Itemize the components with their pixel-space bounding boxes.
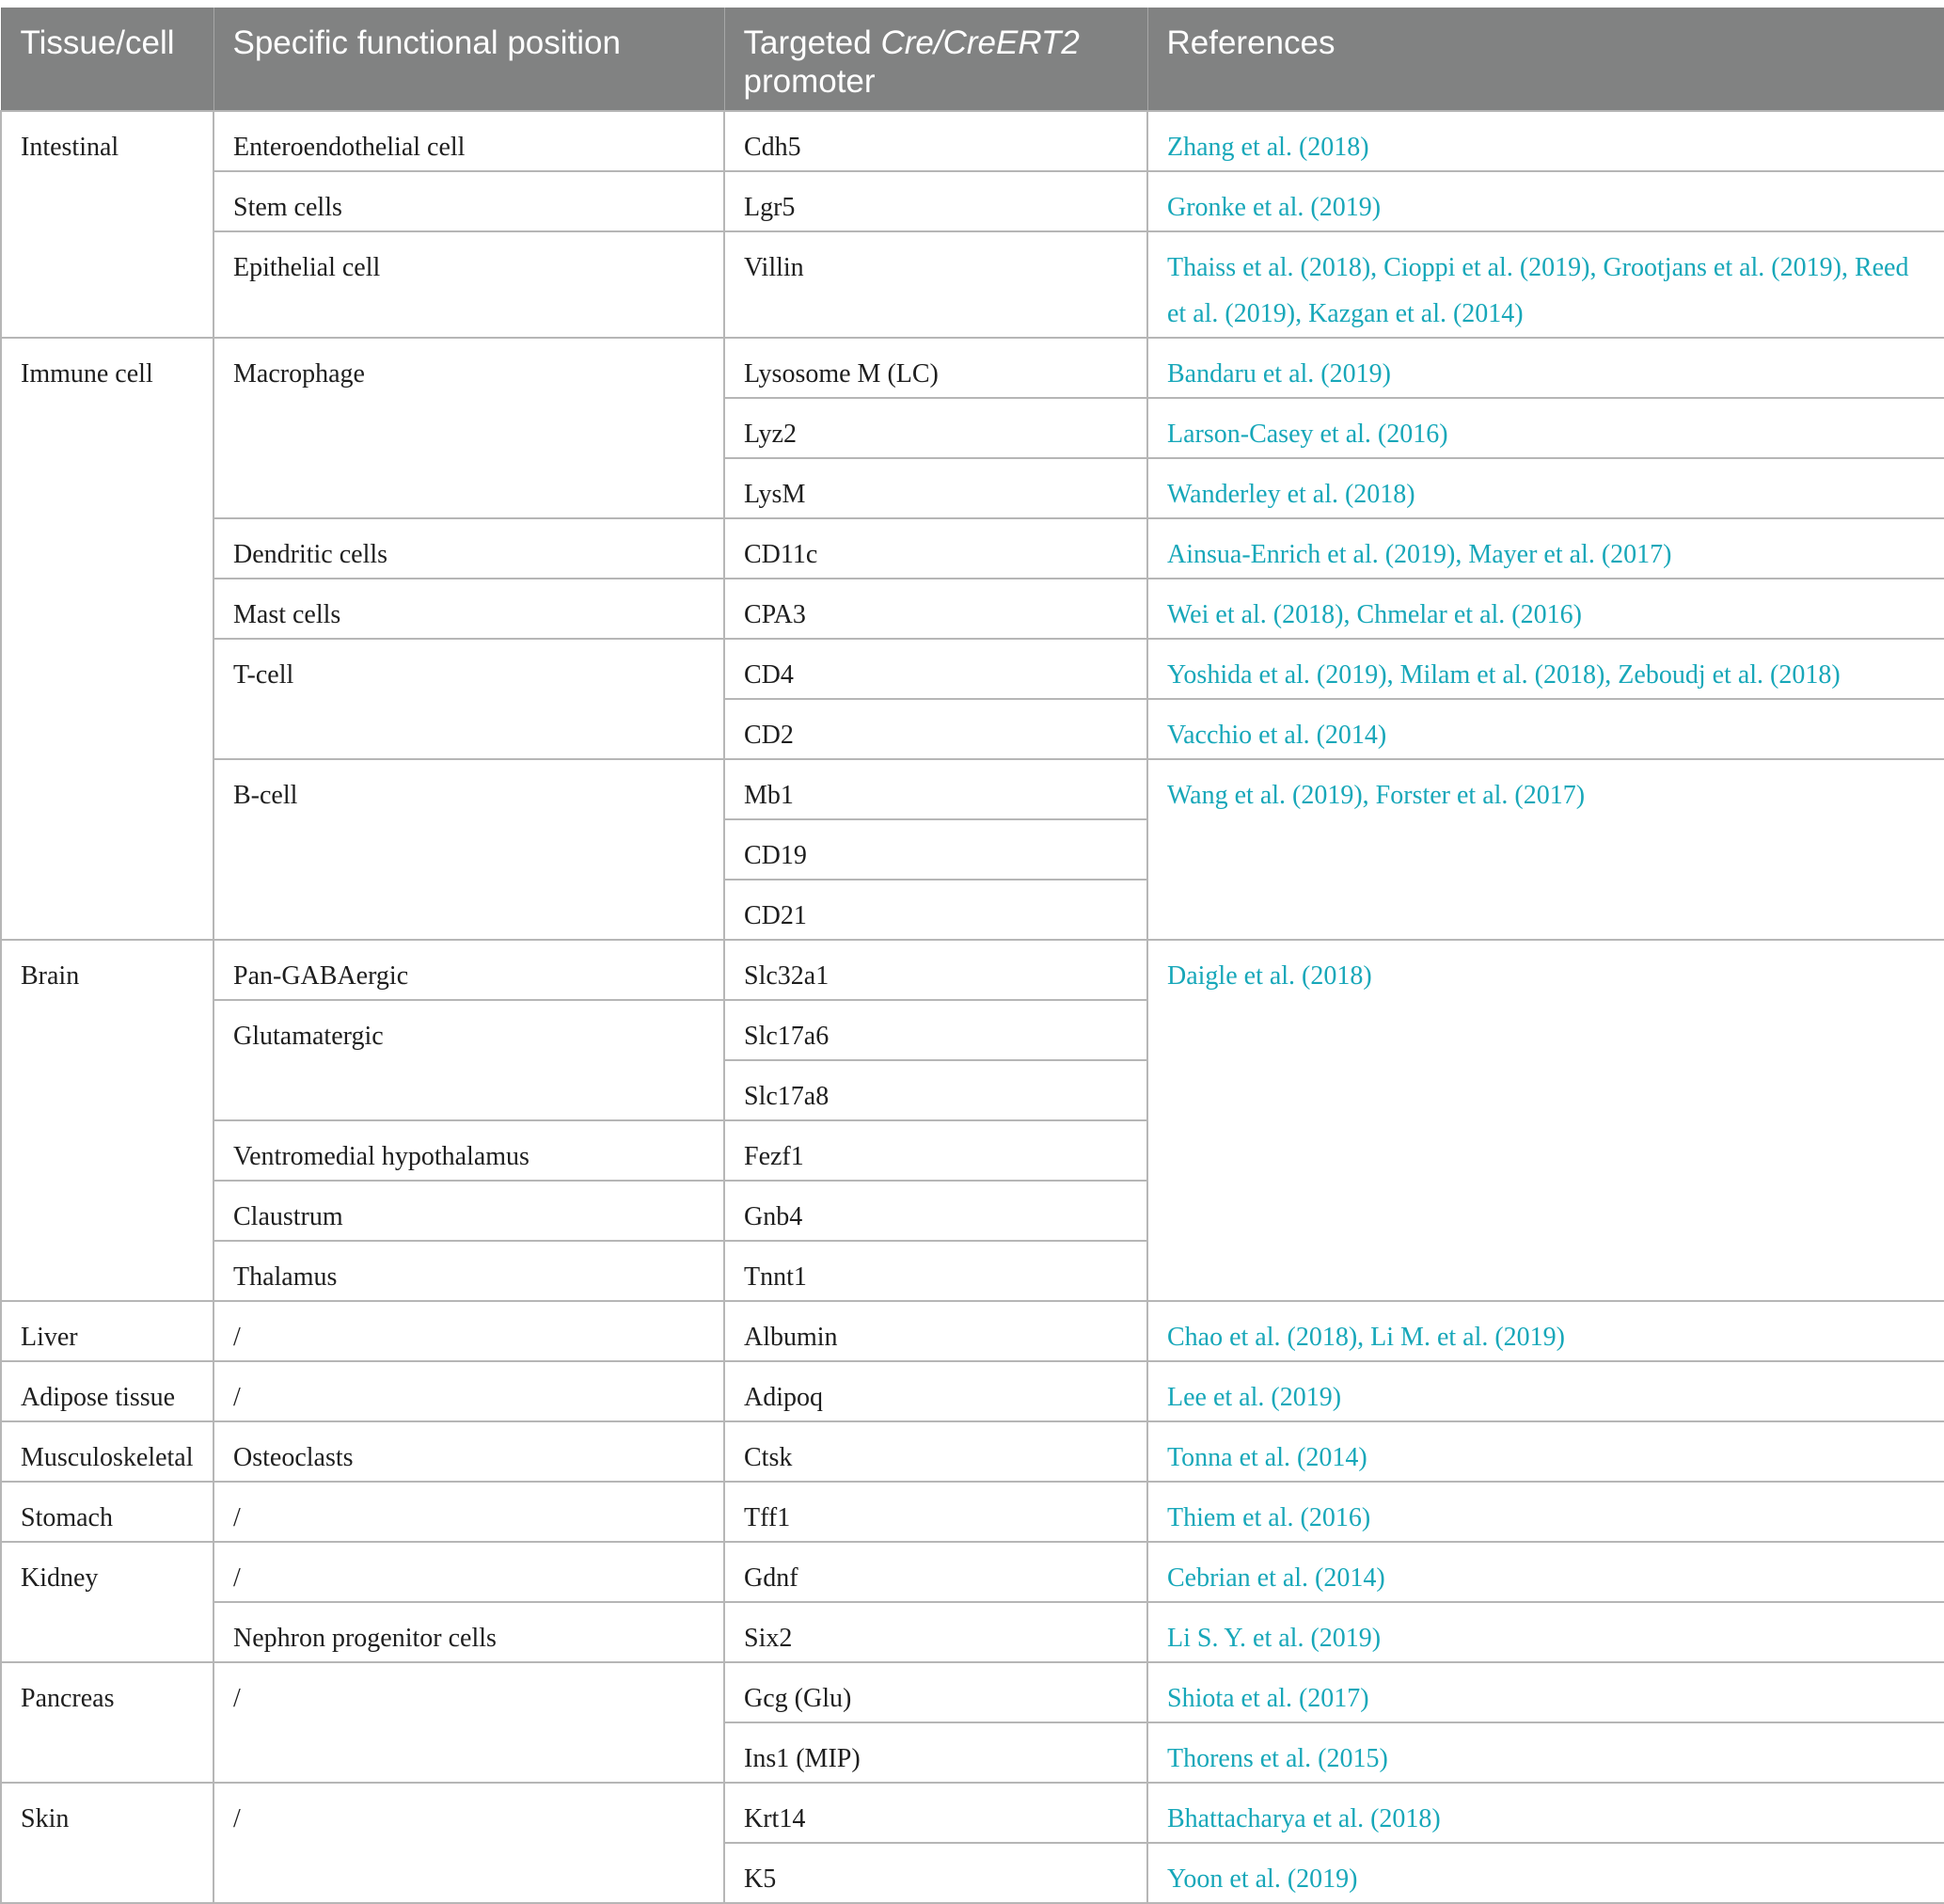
table-row (1, 111, 1944, 171)
tissue-cell: Liver (1, 1301, 213, 1361)
promoter: Slc17a8 (724, 1060, 1147, 1120)
promoter: Tnnt1 (724, 1241, 1147, 1301)
promoter: Fezf1 (724, 1120, 1147, 1181)
functional-position: Thalamus (213, 1241, 724, 1301)
functional-position: Mast cells (213, 579, 724, 639)
functional-position: T-cell (213, 639, 724, 759)
functional-position: Pan-GABAergic (213, 940, 724, 1000)
header-targeted-word: Targeted (743, 24, 872, 61)
header-references: References (1147, 8, 1944, 111)
table-row (1, 1361, 1944, 1421)
header-functional-position: Specific functional position (213, 8, 724, 111)
table-row (1, 579, 1944, 639)
promoter: CD19 (724, 819, 1147, 880)
promoter: Slc17a6 (724, 1000, 1147, 1060)
reference-link[interactable]: Yoshida et al. (2019), Milam et al. (2018), Zeboudj et al. (2018) (1147, 639, 1944, 699)
promoter: CD4 (724, 639, 1147, 699)
reference-link[interactable]: Larson-Casey et al. (2016) (1147, 398, 1944, 458)
table-row (1, 940, 1944, 1000)
tissue-cell: Musculoskeletal (1, 1421, 213, 1482)
reference-link[interactable]: Bandaru et al. (2019) (1147, 338, 1944, 398)
functional-position: Ventromedial hypothalamus (213, 1120, 724, 1181)
reference-link[interactable]: Zhang et al. (2018) (1147, 111, 1944, 171)
promoter: Gdnf (724, 1542, 1147, 1602)
tissue-cell: Intestinal (1, 111, 213, 338)
promoter: LysM (724, 458, 1147, 518)
table-row (1, 518, 1944, 579)
table-row (1, 639, 1944, 699)
promoter: CD2 (724, 699, 1147, 759)
reference-link[interactable]: Chao et al. (2018), Li M. et al. (2019) (1147, 1301, 1944, 1361)
promoter: CD11c (724, 518, 1147, 579)
tissue-cell: Stomach (1, 1482, 213, 1542)
table-row (1, 1783, 1944, 1843)
functional-position: Osteoclasts (213, 1421, 724, 1482)
promoter: Mb1 (724, 759, 1147, 819)
reference-link[interactable]: Thiem et al. (2016) (1147, 1482, 1944, 1542)
promoter: Adipoq (724, 1361, 1147, 1421)
table-row (1, 171, 1944, 231)
reference-link[interactable]: Shiota et al. (2017) (1147, 1662, 1944, 1722)
promoter: Tff1 (724, 1482, 1147, 1542)
functional-position: B-cell (213, 759, 724, 940)
reference-link[interactable]: Gronke et al. (2019) (1147, 171, 1944, 231)
promoter: Lyz2 (724, 398, 1147, 458)
table-row (1, 1662, 1944, 1722)
tissue-cell: Skin (1, 1783, 213, 1903)
reference-link[interactable]: Tonna et al. (2014) (1147, 1421, 1944, 1482)
promoter: Ins1 (MIP) (724, 1722, 1147, 1783)
tissue-cell: Kidney (1, 1542, 213, 1662)
functional-position: Claustrum (213, 1181, 724, 1241)
functional-position: / (213, 1783, 724, 1903)
tissue-cell: Brain (1, 940, 213, 1301)
reference-link[interactable]: Cebrian et al. (2014) (1147, 1542, 1944, 1602)
functional-position: Epithelial cell (213, 231, 724, 338)
promoter: Cdh5 (724, 111, 1147, 171)
functional-position: / (213, 1482, 724, 1542)
reference-link[interactable]: Bhattacharya et al. (2018) (1147, 1783, 1944, 1843)
functional-position: Macrophage (213, 338, 724, 518)
reference-link[interactable]: Yoon et al. (2019) (1147, 1843, 1944, 1903)
functional-position: / (213, 1662, 724, 1783)
functional-position: Nephron progenitor cells (213, 1602, 724, 1662)
functional-position: / (213, 1301, 724, 1361)
reference-link[interactable]: Li S. Y. et al. (2019) (1147, 1602, 1944, 1662)
reference-link[interactable]: Wang et al. (2019), Forster et al. (2017) (1147, 759, 1944, 940)
promoter: Albumin (724, 1301, 1147, 1361)
table-row (1, 1602, 1944, 1662)
reference-link[interactable]: Daigle et al. (2018) (1147, 940, 1944, 1301)
promoter: CPA3 (724, 579, 1147, 639)
promoter: Lgr5 (724, 171, 1147, 231)
promoter: Ctsk (724, 1421, 1147, 1482)
reference-link[interactable]: Vacchio et al. (2014) (1147, 699, 1944, 759)
promoter-table (0, 8, 1944, 1904)
table-row (1, 1301, 1944, 1361)
functional-position: Dendritic cells (213, 518, 724, 579)
table-row (1, 1482, 1944, 1542)
header-cre-creert2: Cre/CreERT2 (880, 24, 1080, 61)
functional-position: / (213, 1361, 724, 1421)
functional-position: Stem cells (213, 171, 724, 231)
table-row (1, 338, 1944, 398)
header-row (1, 8, 1944, 111)
table-row (1, 1421, 1944, 1482)
promoter: Villin (724, 231, 1147, 338)
promoter: Slc32a1 (724, 940, 1147, 1000)
promoter: Lysosome M (LC) (724, 338, 1147, 398)
promoter: Krt14 (724, 1783, 1147, 1843)
promoter: Gnb4 (724, 1181, 1147, 1241)
table-row (1, 231, 1944, 338)
header-targeted-promoter (724, 8, 1147, 111)
tissue-cell: Adipose tissue (1, 1361, 213, 1421)
functional-position: / (213, 1542, 724, 1602)
reference-link[interactable]: Thorens et al. (2015) (1147, 1722, 1944, 1783)
tissue-cell: Pancreas (1, 1662, 213, 1783)
promoter: Six2 (724, 1602, 1147, 1662)
reference-link[interactable]: Wanderley et al. (2018) (1147, 458, 1944, 518)
table-row (1, 759, 1944, 819)
promoter: Gcg (Glu) (724, 1662, 1147, 1722)
header-tissue-cell: Tissue/cell (1, 8, 213, 111)
reference-link[interactable]: Ainsua-Enrich et al. (2019), Mayer et al. (2017) (1147, 518, 1944, 579)
table-row (1, 1542, 1944, 1602)
promoter: K5 (724, 1843, 1147, 1903)
header-promoter-word: promoter (743, 63, 876, 100)
functional-position: Enteroendothelial cell (213, 111, 724, 171)
reference-link[interactable]: Lee et al. (2019) (1147, 1361, 1944, 1421)
reference-link[interactable]: Wei et al. (2018), Chmelar et al. (2016) (1147, 579, 1944, 639)
tissue-cell: Immune cell (1, 338, 213, 940)
promoter: CD21 (724, 880, 1147, 940)
functional-position: Glutamatergic (213, 1000, 724, 1120)
reference-link[interactable]: Thaiss et al. (2018), Cioppi et al. (2019), Grootjans et al. (2019), Reed et al. (2019), Kazgan et al. (2014) (1147, 231, 1944, 338)
